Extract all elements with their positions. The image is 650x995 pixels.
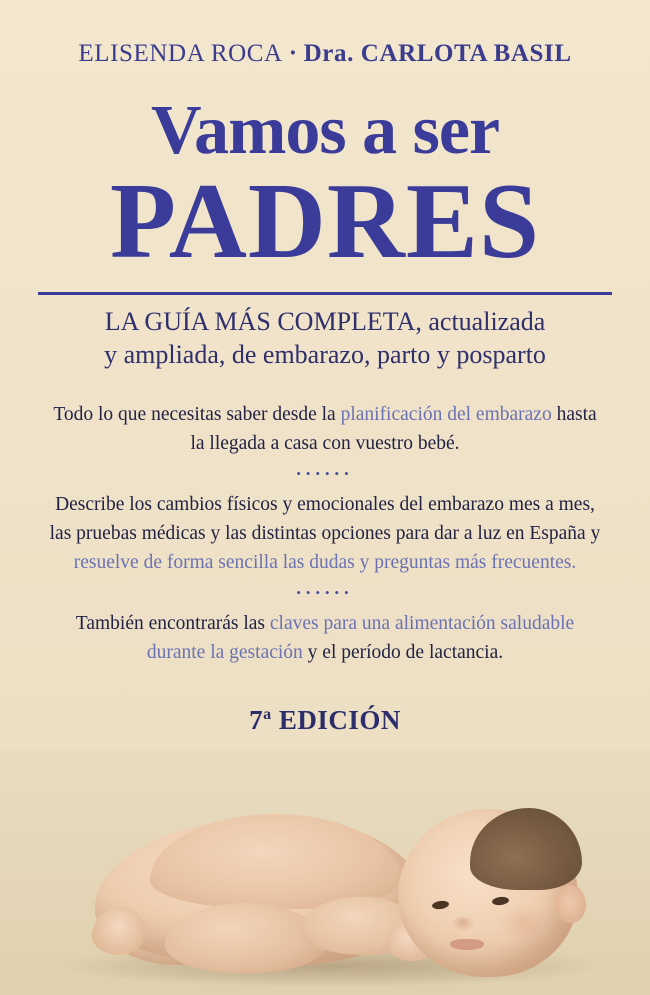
horizontal-rule [38, 292, 612, 295]
subtitle-line-one [0, 305, 650, 338]
blurb-paragraph-3 [46, 609, 604, 667]
blurb-3-seg-3: y el período de lactancia. [302, 642, 504, 663]
subtitle-caps: LA GUÍA MÁS COMPLETA, [104, 307, 422, 336]
title-line-one: Vamos a ser [150, 92, 500, 169]
title-block [0, 92, 650, 281]
edition-badge [0, 705, 650, 736]
subtitle-line-two: y ampliada, de embarazo, parto y posparto [104, 340, 546, 369]
subtitle-rest: actualizada [421, 307, 546, 336]
blurb-paragraph-1 [46, 400, 604, 458]
blurb-2-seg-2: resuelve de forma sencilla las dudas y preguntas más frecuentes. [73, 552, 577, 573]
author-one: ELISENDA ROCA [78, 40, 283, 67]
blurb-list [46, 400, 604, 667]
baby-mouth [450, 939, 484, 950]
subtitle [0, 305, 650, 371]
title-line-two: PADRES [109, 162, 541, 281]
edition-number: 7 [249, 705, 264, 735]
edition-ordinal: a [263, 706, 272, 723]
edition-label: EDICIÓN [271, 705, 401, 735]
baby-cheek [500, 906, 546, 940]
blurb-3-seg-2: claves para una alimentación saludable durante la gestación [146, 613, 575, 663]
dot-separator-2: •••••• [296, 585, 354, 600]
authors-line [0, 40, 650, 68]
blurb-1-seg-2: planificación del embarazo [340, 404, 552, 425]
baby-ear [556, 885, 586, 923]
author-separator: · [288, 40, 298, 67]
blurb-paragraph-2 [46, 490, 604, 577]
blurb-2-seg-1: Describe los cambios físicos y emocionales del embarazo mes a mes, las pruebas médicas y las distintas opciones para dar a luz en España y [49, 494, 601, 544]
blurb-3-seg-1: También encontrarás las [75, 613, 270, 634]
blurb-1-seg-3: hasta la llegada a casa con vuestro bebé. [190, 404, 597, 454]
cover-photo [0, 750, 650, 995]
blurb-1-seg-1: Todo lo que necesitas saber desde la [53, 404, 341, 425]
baby-foot [92, 907, 146, 955]
dot-separator-1: •••••• [296, 466, 354, 481]
author-two: Dra. CARLOTA BASIL [303, 40, 572, 67]
baby-nose [452, 917, 474, 931]
